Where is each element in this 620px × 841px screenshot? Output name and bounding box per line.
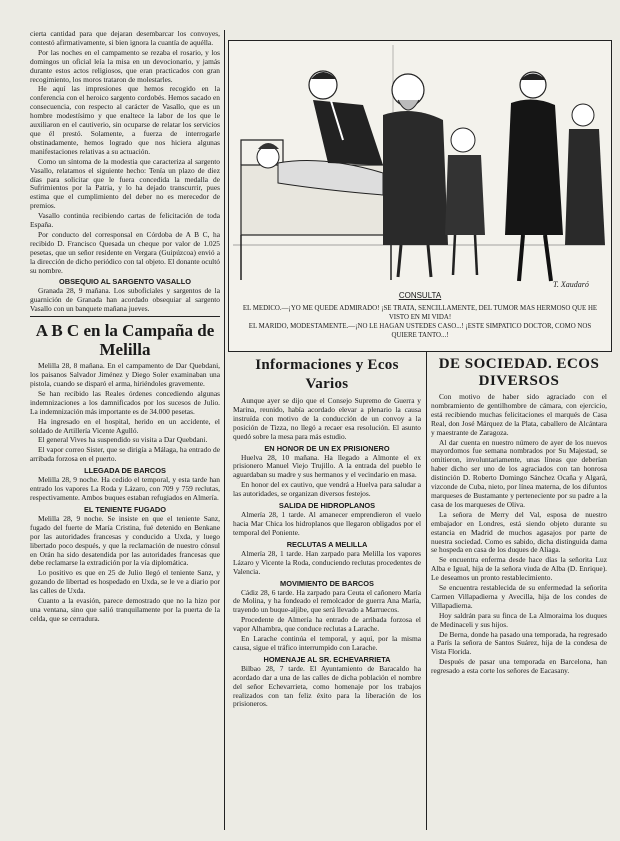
cartoon-caption bbox=[239, 304, 601, 340]
paragraph: Hoy saldrán para su finca de La Almoraima los duques de Medinaceli y sus hijos. bbox=[431, 610, 607, 629]
paragraph: Después de pasar una temporada en Barcelona, han regresado a esta corte los señores de Eacasany. bbox=[431, 657, 607, 676]
paragraph: El vapor correo Sister, que se dirigía a Málaga, ha entrado de arribada forzosa en el puerto. bbox=[30, 445, 220, 464]
subheading: HOMENAJE AL SR. ECHEVARRIETA bbox=[263, 654, 391, 664]
paragraph: Aunque ayer se dijo que el Consejo Supremo de Guerra y Marina, reunido, había acordado elevar a plenario la causa instruída con motivo de la conducción de un convoy a la posición de Tizza, no llegó a recaer esa resolución. El asunto quedó sobre la mesa para más estudio. bbox=[233, 396, 421, 441]
paragraph: Almería 28, 1 tarde. Han zarpado para Melilla los vapores Lázaro y Vicente la Roda, conduciendo reclutas procedentes de Valencia. bbox=[233, 548, 421, 576]
paragraph: Por conducto del corresponsal en Córdoba de A B C, ha recibido D. Francisco Quesada un cheque por valor de 1.025 pesetas, que un señor residente en Vergara (Guipúzcoa) envió a la dirección de dicho periódico con tal objeto. El donante ocultó su nombre. bbox=[30, 229, 220, 275]
paragraph: Lo positivo es que en 25 de Julio llegó el teniente Sanz, y gozando de libertad es hospedado en Uxda, se le ve a diario por las calles de Uxda. bbox=[30, 568, 220, 596]
subheading: EN HONOR DE UN EX PRISIONERO bbox=[264, 443, 390, 453]
paragraph: Se han recibido las Reales órdenes concediendo algunas indemnizaciones a los damnificados por los sucesos de Julio. La indemnización más importante es de 34.000 pesetas. bbox=[30, 388, 220, 416]
divider bbox=[30, 316, 220, 317]
paragraph: Al dar cuenta en nuestro número de ayer de los nuevos mayordomos fue semana nombrados por Su Majestad, se omitieron, involuntariamente, unas líneas que deberían haber dicho ser uno de los agraciados con tan honrosa distinción D. Roberto Domingo Sánchez Ocaña y Algará, vizconde de Cuba, nieto, por línea materna, de los difuntos marqueses de Bustamante y perteneciente por su padre a la casa de los marqueses de Oliva. bbox=[431, 437, 607, 509]
paragraph: Bilbao 28, 7 tarde. El Ayuntamiento de Baracaldo ha acordado dar a una de las calles de dicha población el nombre del señor Echevarrieta, como homenaje por los trabajos realizados con tan feliz éxito para la liberación de los prisioneros. bbox=[233, 663, 421, 709]
paragraph: Se encuentra enferma desde hace días la señorita Luz Alba e Igual, hija de la señora viuda de Alba (D. Enrique). Le deseamos un pronto restablecimiento. bbox=[431, 555, 607, 583]
paragraph: Como un síntoma de la modestia que caracteriza al sargento Vasallo, relatamos el siguiente hecho: Tenía un plazo de diez días para solicitar que le fuera concedida la medalla de Sufrimientos por la Patria, y lo ha dejado transcurrir, pues estima que el cumplimiento del deber no es merecedor de premios. bbox=[30, 156, 220, 211]
subheading-llegada-barcos: LLEGADA DE BARCOS bbox=[84, 466, 166, 476]
cartoon-caption-title: CONSULTA bbox=[398, 291, 442, 300]
paragraph: Cuanto a la evasión, parece demostrado que no la hizo por una ventana, sino que salió tranquilamente por la puerta de la celda, que se cerradura. bbox=[30, 596, 220, 623]
paragraph: He aquí las impresiones que hemos recogido en la conferencia con el heroico sargento cordobés. Hemos sacado en consecuencia, con respecto al carácter de Vasallo, que es un hombre modestísimo y que enaltece la labor de los que le auxiliaron en el cautiverio, sin ocuparse de relatar los servicios que él prestó. Solamente, a fuerza de interrogarle obstinadamente, hemos logrado que nos hiciera algunas manifestaciones relativas a su actuación. bbox=[30, 84, 220, 156]
paragraph: De Berna, donde ha pasado una temporada, ha regresado a París la señora de Santos Suárez, hija de la condesa de Vista Florida. bbox=[431, 629, 607, 657]
paragraph: Melilla 28, 9 noche. Se insiste en que el teniente Sanz, fugado del fuerte de María Cristina, fué detenido en Benkane por las autoridades francesas y conducido a Uxda, y luego libertado poco después, y que la reclamación de nuestro cónsul en Orán ha sido desatendida por las autoridades francesas que debe reclamarse la extradición por la vía diplomática. bbox=[30, 513, 220, 568]
subheading-obsequio: OBSEQUIO AL SARGENTO VASALLO bbox=[59, 277, 191, 287]
section-title-abc-melilla: A B C en la Campaña de Melilla bbox=[35, 321, 215, 360]
paragraph: En Larache continúa el temporal, y aquí, por la misma causa, sigue el tráfico interrumpido con Larache. bbox=[233, 634, 421, 652]
paragraph: cierta cantidad para que dejaran desembarcar los convoyes, contestó afirmativamente, si bien ignora la cuantía de aquélla. bbox=[30, 30, 220, 47]
subheading: MOVIMIENTO DE BARCOS bbox=[280, 578, 374, 588]
cartoon-illustration bbox=[233, 45, 605, 291]
subheading: RECLUTAS A MELILLA bbox=[286, 539, 368, 549]
column-rule bbox=[426, 352, 427, 830]
subheading: SALIDA DE HIDROPLANOS bbox=[278, 501, 376, 511]
middle-column bbox=[233, 352, 421, 830]
subheading-teniente-fugado: EL TENIENTE FUGADO bbox=[84, 504, 166, 514]
section-title-informaciones: Informaciones y Ecos Varios bbox=[255, 357, 399, 392]
paragraph: Se encuentra restablecida de su enfermedad la señorita Carmen Villapadierna y Avecilla, hija de los condes de Villapadierna. bbox=[431, 583, 607, 610]
caption-line-doctor: EL MEDICO.—¡YO ME QUEDE ADMIRADO! ¡SE TRATA, SENCILLAMENTE, DEL TUMOR MAS HERMOSO QUE HE VISTO EN MI VIDA! bbox=[242, 305, 598, 321]
paragraph: Por las noches en el campamento se rezaba el rosario, y los domingos un oficial leía la misa en un devocionario, y jamás durante estos actos religiosos, que eran practicados con gran recogimiento, los moros trataron de molestarles. bbox=[30, 47, 220, 84]
paragraph: Procedente de Almería ha entrado de arribada forzosa el vapor Alhambra, que conduce reclutas a Larache. bbox=[233, 615, 421, 634]
paragraph: Granada 28, 9 mañana. Los suboficiales y sargentos de la guarnición de Granada han acordado obsequiar al sargento Vasallo con un banquete mañana jueves. bbox=[30, 286, 220, 314]
paragraph: Huelva 28, 10 mañana. Ha llegado a Almonte el ex prisionero Manuel Viejo Trujillo. A la entrada del pueblo le aguardaban su madre y sus hermanos y el vecindario en masa. bbox=[233, 452, 421, 480]
paragraph: Ha ingresado en el hospital, herido en un accidente, el soldado de Artillería Vicente Agulló. bbox=[30, 416, 220, 435]
paragraph: Cádiz 28, 6 tarde. Ha zarpado para Ceuta el cañonero María de Molina, y ha fondeado el remolcador de guerra Ana María, trayendo un buque-aljibe, que será llevado a Marruecos. bbox=[233, 587, 421, 615]
caption-line-husband: EL MARIDO, MODESTAMENTE.—¡NO LE HAGAN USTEDES CASO...! ¡ESTE SIMPATICO DOCTOR, COMO NOS QUIERE TANTO...! bbox=[248, 323, 592, 339]
paragraph: Melilla 28, 9 noche. Ha cedido el temporal, y esta tarde han entrado los vapores La Roda y Lázaro, con 709 y 759 reclutas, respectivamente. Ambos buques estaban refugiados en Almería. bbox=[30, 475, 220, 502]
paragraph: Almería 28, 1 tarde. Al amanecer emprendieron el vuelo hacia Mar Chica los hidroplanos que llegaron obligados por el temporal del Poniente. bbox=[233, 510, 421, 537]
paragraph: Vasallo continúa recibiendo cartas de felicitación de toda España. bbox=[30, 211, 220, 230]
cartoon-panel bbox=[228, 40, 612, 352]
left-column bbox=[30, 30, 220, 830]
paragraph: El general Vives ha suspendido su visita a Dar Quebdani. bbox=[38, 435, 208, 445]
section-title-sociedad: DE SOCIEDAD. ECOS DIVERSOS bbox=[438, 356, 600, 389]
cartoon-signature: T. Xaudaró bbox=[553, 280, 589, 289]
paragraph: En honor del ex cautivo, que vendrá a Huelva para saludar a las autoridades, se organizan diversos festejos. bbox=[233, 480, 421, 499]
column-rule bbox=[224, 30, 225, 830]
paragraph: Melilla 28, 8 mañana. En el campamento de Dar Quebdani, los paisanos Salvador Jiménez y Diego Soler examinaban una pistola, cuando se disparó el arma, hiriéndoles gravemente. bbox=[30, 361, 220, 388]
paragraph: La señora de Merry del Val, esposa de nuestro embajador en Londres, está siendo objeto durante su estancia en Madrid de muchos agasajos por parte de nuestra sociedad. Como es sabido, dicha distinguida dama se hospeda en casa de los duques de Aliaga. bbox=[431, 509, 607, 555]
right-column bbox=[431, 352, 607, 830]
paragraph: Con motivo de haber sido agraciado con el nombramiento de gentilhombre de cámara, con ejercicio, está recibiendo muchas felicitaciones el marqués de Casa Real, don José Márquez de la Plata, caballero de Alcántara y maestrante de Zaragoza. bbox=[431, 392, 607, 437]
